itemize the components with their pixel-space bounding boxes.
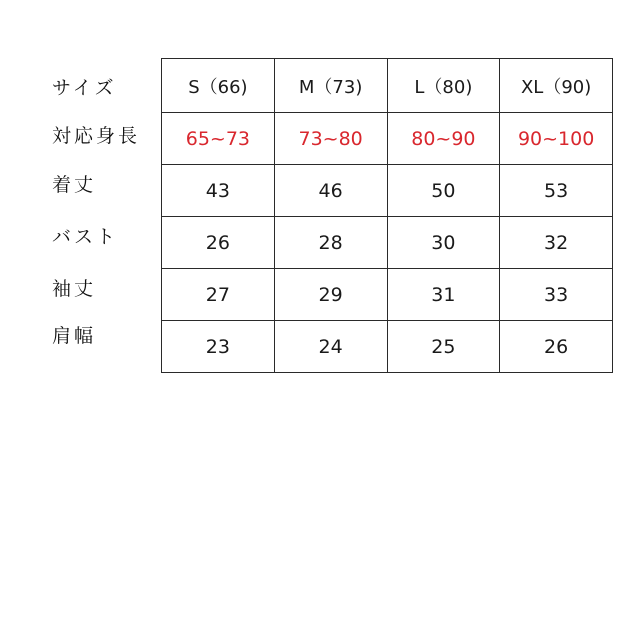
label-length: 着丈 bbox=[52, 174, 97, 196]
length-xl-cell: 53 bbox=[500, 165, 613, 217]
length-l-cell: 50 bbox=[387, 165, 500, 217]
size-xl-header: XL（90) bbox=[500, 59, 613, 113]
shoulder-s-cell: 23 bbox=[162, 321, 275, 373]
table-row-sleeve bbox=[162, 269, 613, 321]
table-row-bust bbox=[162, 217, 613, 269]
shoulder-l-cell: 25 bbox=[387, 321, 500, 373]
sleeve-m-cell: 29 bbox=[274, 269, 387, 321]
height-m-cell: 73~80 bbox=[274, 113, 387, 165]
label-shoulder: 肩幅 bbox=[52, 325, 97, 347]
shoulder-m-cell: 24 bbox=[274, 321, 387, 373]
size-m-header: M（73) bbox=[274, 59, 387, 113]
label-bust: バスト bbox=[52, 226, 119, 248]
size-s-header: S（66) bbox=[162, 59, 275, 113]
table-row-sizes bbox=[162, 59, 613, 113]
bust-s-cell: 26 bbox=[162, 217, 275, 269]
bust-m-cell: 28 bbox=[274, 217, 387, 269]
size-l-header: L（80) bbox=[387, 59, 500, 113]
height-xl-cell: 90~100 bbox=[500, 113, 613, 165]
height-l-cell: 80~90 bbox=[387, 113, 500, 165]
label-sleeve: 袖丈 bbox=[52, 278, 97, 300]
table-row-heights bbox=[162, 113, 613, 165]
bust-l-cell: 30 bbox=[387, 217, 500, 269]
length-s-cell: 43 bbox=[162, 165, 275, 217]
sleeve-l-cell: 31 bbox=[387, 269, 500, 321]
table-row-shoulder bbox=[162, 321, 613, 373]
shoulder-xl-cell: 26 bbox=[500, 321, 613, 373]
height-s-cell: 65~73 bbox=[162, 113, 275, 165]
size-chart-table bbox=[161, 58, 613, 373]
length-m-cell: 46 bbox=[274, 165, 387, 217]
sleeve-s-cell: 27 bbox=[162, 269, 275, 321]
label-height: 対応身長 bbox=[52, 125, 141, 147]
label-size: サイズ bbox=[52, 77, 117, 99]
table-row-length bbox=[162, 165, 613, 217]
bust-xl-cell: 32 bbox=[500, 217, 613, 269]
sleeve-xl-cell: 33 bbox=[500, 269, 613, 321]
